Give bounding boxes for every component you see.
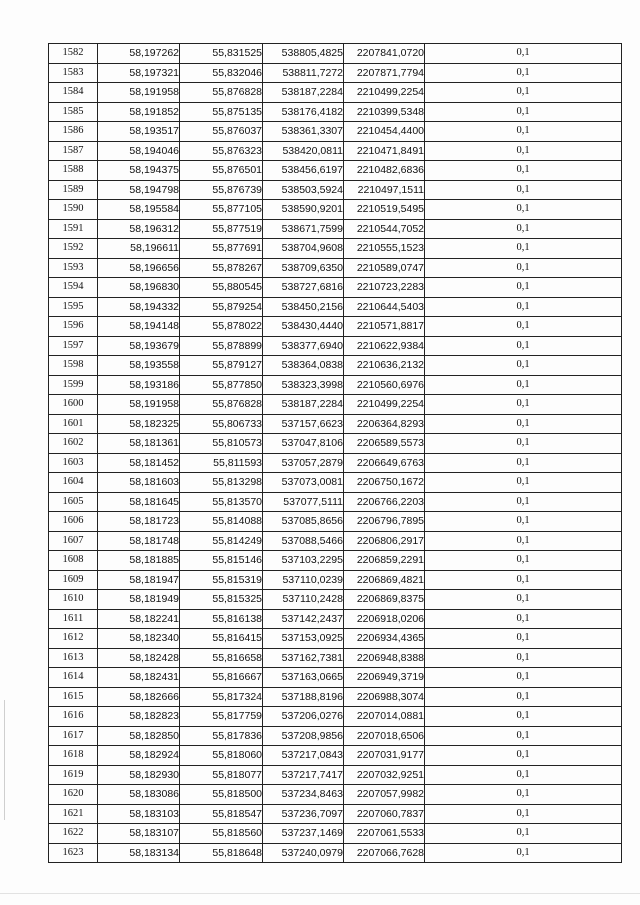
point-number-cell: 1618 <box>49 746 98 766</box>
x-coordinate-cell: 538430,4440 <box>263 317 344 337</box>
y-coordinate-cell: 2207018,6506 <box>344 726 425 746</box>
longitude-cell: 55,877105 <box>180 200 263 220</box>
latitude-cell: 58,196830 <box>98 278 180 298</box>
table-row <box>49 785 622 805</box>
y-coordinate-cell: 2210723,2283 <box>344 278 425 298</box>
table-row <box>49 824 622 844</box>
table-row <box>49 492 622 512</box>
longitude-cell: 55,878022 <box>180 317 263 337</box>
x-coordinate-cell: 537240,0979 <box>263 843 344 863</box>
y-coordinate-cell: 2206649,6763 <box>344 453 425 473</box>
point-number-cell: 1599 <box>49 375 98 395</box>
point-number-cell: 1605 <box>49 492 98 512</box>
table-row <box>49 219 622 239</box>
latitude-cell: 58,181361 <box>98 434 180 454</box>
y-coordinate-cell: 2207060,7837 <box>344 804 425 824</box>
y-coordinate-cell: 2206806,2917 <box>344 531 425 551</box>
value-cell: 0,1 <box>425 668 622 688</box>
x-coordinate-cell: 538450,2156 <box>263 297 344 317</box>
longitude-cell: 55,831525 <box>180 44 263 64</box>
value-cell: 0,1 <box>425 746 622 766</box>
x-coordinate-cell: 538361,3307 <box>263 122 344 142</box>
value-cell: 0,1 <box>425 356 622 376</box>
x-coordinate-cell: 538727,6816 <box>263 278 344 298</box>
y-coordinate-cell: 2206589,5573 <box>344 434 425 454</box>
latitude-cell: 58,196656 <box>98 258 180 278</box>
table-row <box>49 551 622 571</box>
x-coordinate-cell: 537217,0843 <box>263 746 344 766</box>
latitude-cell: 58,181723 <box>98 512 180 532</box>
longitude-cell: 55,877691 <box>180 239 263 259</box>
point-number-cell: 1597 <box>49 336 98 356</box>
x-coordinate-cell: 537110,0239 <box>263 570 344 590</box>
latitude-cell: 58,194148 <box>98 317 180 337</box>
table-row <box>49 141 622 161</box>
value-cell: 0,1 <box>425 122 622 142</box>
table-row <box>49 590 622 610</box>
latitude-cell: 58,194332 <box>98 297 180 317</box>
y-coordinate-cell: 2206750,1672 <box>344 473 425 493</box>
longitude-cell: 55,877850 <box>180 375 263 395</box>
x-coordinate-cell: 538187,2284 <box>263 83 344 103</box>
y-coordinate-cell: 2210497,1511 <box>344 180 425 200</box>
value-cell: 0,1 <box>425 726 622 746</box>
point-number-cell: 1614 <box>49 668 98 688</box>
point-number-cell: 1622 <box>49 824 98 844</box>
longitude-cell: 55,817836 <box>180 726 263 746</box>
value-cell: 0,1 <box>425 843 622 863</box>
value-cell: 0,1 <box>425 141 622 161</box>
x-coordinate-cell: 538503,5924 <box>263 180 344 200</box>
table-row <box>49 609 622 629</box>
latitude-cell: 58,197321 <box>98 63 180 83</box>
table-row <box>49 161 622 181</box>
table-row <box>49 746 622 766</box>
table-row <box>49 453 622 473</box>
table-row <box>49 356 622 376</box>
longitude-cell: 55,876828 <box>180 395 263 415</box>
value-cell: 0,1 <box>425 278 622 298</box>
y-coordinate-cell: 2210519,5495 <box>344 200 425 220</box>
x-coordinate-cell: 538420,0811 <box>263 141 344 161</box>
point-number-cell: 1589 <box>49 180 98 200</box>
point-number-cell: 1617 <box>49 726 98 746</box>
x-coordinate-cell: 537163,0665 <box>263 668 344 688</box>
x-coordinate-cell: 537162,7381 <box>263 648 344 668</box>
y-coordinate-cell: 2210499,2254 <box>344 395 425 415</box>
point-number-cell: 1586 <box>49 122 98 142</box>
table-row <box>49 317 622 337</box>
latitude-cell: 58,182823 <box>98 707 180 727</box>
latitude-cell: 58,194798 <box>98 180 180 200</box>
longitude-cell: 55,876739 <box>180 180 263 200</box>
y-coordinate-cell: 2210622,9384 <box>344 336 425 356</box>
longitude-cell: 55,879127 <box>180 356 263 376</box>
longitude-cell: 55,832046 <box>180 63 263 83</box>
latitude-cell: 58,182325 <box>98 414 180 434</box>
value-cell: 0,1 <box>425 83 622 103</box>
point-number-cell: 1585 <box>49 102 98 122</box>
y-coordinate-cell: 2206796,7895 <box>344 512 425 532</box>
x-coordinate-cell: 537217,7417 <box>263 765 344 785</box>
x-coordinate-cell: 538456,6197 <box>263 161 344 181</box>
point-number-cell: 1610 <box>49 590 98 610</box>
value-cell: 0,1 <box>425 219 622 239</box>
table-row <box>49 102 622 122</box>
scan-edge-mark <box>4 700 5 820</box>
y-coordinate-cell: 2206918,0206 <box>344 609 425 629</box>
point-number-cell: 1595 <box>49 297 98 317</box>
x-coordinate-cell: 537206,0276 <box>263 707 344 727</box>
value-cell: 0,1 <box>425 551 622 571</box>
y-coordinate-cell: 2210499,2254 <box>344 83 425 103</box>
table-row <box>49 122 622 142</box>
latitude-cell: 58,181885 <box>98 551 180 571</box>
x-coordinate-cell: 537088,5466 <box>263 531 344 551</box>
table-row <box>49 44 622 64</box>
latitude-cell: 58,182431 <box>98 668 180 688</box>
table-row <box>49 200 622 220</box>
x-coordinate-cell: 538176,4182 <box>263 102 344 122</box>
latitude-cell: 58,182241 <box>98 609 180 629</box>
point-number-cell: 1615 <box>49 687 98 707</box>
latitude-cell: 58,193679 <box>98 336 180 356</box>
y-coordinate-cell: 2207841,0720 <box>344 44 425 64</box>
value-cell: 0,1 <box>425 434 622 454</box>
longitude-cell: 55,876828 <box>180 83 263 103</box>
point-number-cell: 1607 <box>49 531 98 551</box>
x-coordinate-cell: 538671,7599 <box>263 219 344 239</box>
y-coordinate-cell: 2207031,9177 <box>344 746 425 766</box>
point-number-cell: 1587 <box>49 141 98 161</box>
table-row <box>49 707 622 727</box>
longitude-cell: 55,817759 <box>180 707 263 727</box>
y-coordinate-cell: 2207014,0881 <box>344 707 425 727</box>
value-cell: 0,1 <box>425 804 622 824</box>
y-coordinate-cell: 2210454,4400 <box>344 122 425 142</box>
point-number-cell: 1591 <box>49 219 98 239</box>
longitude-cell: 55,818077 <box>180 765 263 785</box>
point-number-cell: 1601 <box>49 414 98 434</box>
y-coordinate-cell: 2207061,5533 <box>344 824 425 844</box>
latitude-cell: 58,194375 <box>98 161 180 181</box>
latitude-cell: 58,181748 <box>98 531 180 551</box>
longitude-cell: 55,806733 <box>180 414 263 434</box>
point-number-cell: 1621 <box>49 804 98 824</box>
x-coordinate-cell: 538811,7272 <box>263 63 344 83</box>
latitude-cell: 58,181947 <box>98 570 180 590</box>
value-cell: 0,1 <box>425 492 622 512</box>
point-number-cell: 1602 <box>49 434 98 454</box>
value-cell: 0,1 <box>425 239 622 259</box>
value-cell: 0,1 <box>425 453 622 473</box>
x-coordinate-cell: 538323,3998 <box>263 375 344 395</box>
latitude-cell: 58,191958 <box>98 83 180 103</box>
latitude-cell: 58,193517 <box>98 122 180 142</box>
y-coordinate-cell: 2210544,7052 <box>344 219 425 239</box>
y-coordinate-cell: 2210482,6836 <box>344 161 425 181</box>
table-row <box>49 63 622 83</box>
longitude-cell: 55,813570 <box>180 492 263 512</box>
value-cell: 0,1 <box>425 258 622 278</box>
longitude-cell: 55,816667 <box>180 668 263 688</box>
latitude-cell: 58,193186 <box>98 375 180 395</box>
table-row <box>49 375 622 395</box>
point-number-cell: 1598 <box>49 356 98 376</box>
table-row <box>49 414 622 434</box>
longitude-cell: 55,875135 <box>180 102 263 122</box>
longitude-cell: 55,878267 <box>180 258 263 278</box>
latitude-cell: 58,183107 <box>98 824 180 844</box>
point-number-cell: 1583 <box>49 63 98 83</box>
y-coordinate-cell: 2210589,0747 <box>344 258 425 278</box>
value-cell: 0,1 <box>425 63 622 83</box>
x-coordinate-cell: 537103,2295 <box>263 551 344 571</box>
table-row <box>49 687 622 707</box>
table-row <box>49 512 622 532</box>
point-number-cell: 1596 <box>49 317 98 337</box>
value-cell: 0,1 <box>425 102 622 122</box>
value-cell: 0,1 <box>425 785 622 805</box>
y-coordinate-cell: 2206934,4365 <box>344 629 425 649</box>
y-coordinate-cell: 2210636,2132 <box>344 356 425 376</box>
longitude-cell: 55,879254 <box>180 297 263 317</box>
y-coordinate-cell: 2207871,7794 <box>344 63 425 83</box>
longitude-cell: 55,818560 <box>180 824 263 844</box>
table-row <box>49 180 622 200</box>
value-cell: 0,1 <box>425 44 622 64</box>
point-number-cell: 1604 <box>49 473 98 493</box>
y-coordinate-cell: 2210471,8491 <box>344 141 425 161</box>
longitude-cell: 55,813298 <box>180 473 263 493</box>
x-coordinate-cell: 537188,8196 <box>263 687 344 707</box>
value-cell: 0,1 <box>425 200 622 220</box>
value-cell: 0,1 <box>425 687 622 707</box>
y-coordinate-cell: 2210555,1523 <box>344 239 425 259</box>
value-cell: 0,1 <box>425 180 622 200</box>
longitude-cell: 55,878899 <box>180 336 263 356</box>
latitude-cell: 58,195584 <box>98 200 180 220</box>
table-row <box>49 648 622 668</box>
value-cell: 0,1 <box>425 824 622 844</box>
point-number-cell: 1603 <box>49 453 98 473</box>
latitude-cell: 58,181645 <box>98 492 180 512</box>
value-cell: 0,1 <box>425 629 622 649</box>
value-cell: 0,1 <box>425 375 622 395</box>
point-number-cell: 1590 <box>49 200 98 220</box>
value-cell: 0,1 <box>425 473 622 493</box>
point-number-cell: 1593 <box>49 258 98 278</box>
coordinates-table <box>48 43 622 863</box>
latitude-cell: 58,182340 <box>98 629 180 649</box>
value-cell: 0,1 <box>425 414 622 434</box>
y-coordinate-cell: 2210560,6976 <box>344 375 425 395</box>
x-coordinate-cell: 538377,6940 <box>263 336 344 356</box>
point-number-cell: 1611 <box>49 609 98 629</box>
latitude-cell: 58,181452 <box>98 453 180 473</box>
table-row <box>49 83 622 103</box>
latitude-cell: 58,183103 <box>98 804 180 824</box>
table-row <box>49 531 622 551</box>
latitude-cell: 58,196611 <box>98 239 180 259</box>
longitude-cell: 55,816138 <box>180 609 263 629</box>
value-cell: 0,1 <box>425 297 622 317</box>
y-coordinate-cell: 2207032,9251 <box>344 765 425 785</box>
y-coordinate-cell: 2206949,3719 <box>344 668 425 688</box>
point-number-cell: 1612 <box>49 629 98 649</box>
latitude-cell: 58,191958 <box>98 395 180 415</box>
point-number-cell: 1592 <box>49 239 98 259</box>
value-cell: 0,1 <box>425 317 622 337</box>
table-row <box>49 336 622 356</box>
table-row <box>49 395 622 415</box>
value-cell: 0,1 <box>425 512 622 532</box>
longitude-cell: 55,815319 <box>180 570 263 590</box>
value-cell: 0,1 <box>425 161 622 181</box>
latitude-cell: 58,196312 <box>98 219 180 239</box>
table-row <box>49 434 622 454</box>
latitude-cell: 58,181949 <box>98 590 180 610</box>
longitude-cell: 55,876323 <box>180 141 263 161</box>
latitude-cell: 58,194046 <box>98 141 180 161</box>
table-row <box>49 278 622 298</box>
point-number-cell: 1588 <box>49 161 98 181</box>
table-row <box>49 570 622 590</box>
x-coordinate-cell: 538709,6350 <box>263 258 344 278</box>
latitude-cell: 58,183086 <box>98 785 180 805</box>
longitude-cell: 55,876501 <box>180 161 263 181</box>
table-row <box>49 629 622 649</box>
point-number-cell: 1600 <box>49 395 98 415</box>
x-coordinate-cell: 537077,5111 <box>263 492 344 512</box>
x-coordinate-cell: 538364,0838 <box>263 356 344 376</box>
x-coordinate-cell: 538590,9201 <box>263 200 344 220</box>
latitude-cell: 58,193558 <box>98 356 180 376</box>
point-number-cell: 1616 <box>49 707 98 727</box>
x-coordinate-cell: 538187,2284 <box>263 395 344 415</box>
longitude-cell: 55,818500 <box>180 785 263 805</box>
point-number-cell: 1582 <box>49 44 98 64</box>
x-coordinate-cell: 537073,0081 <box>263 473 344 493</box>
longitude-cell: 55,810573 <box>180 434 263 454</box>
point-number-cell: 1609 <box>49 570 98 590</box>
value-cell: 0,1 <box>425 590 622 610</box>
point-number-cell: 1619 <box>49 765 98 785</box>
value-cell: 0,1 <box>425 531 622 551</box>
x-coordinate-cell: 537237,1469 <box>263 824 344 844</box>
latitude-cell: 58,182924 <box>98 746 180 766</box>
y-coordinate-cell: 2210644,5403 <box>344 297 425 317</box>
value-cell: 0,1 <box>425 336 622 356</box>
longitude-cell: 55,815325 <box>180 590 263 610</box>
point-number-cell: 1594 <box>49 278 98 298</box>
longitude-cell: 55,814249 <box>180 531 263 551</box>
longitude-cell: 55,811593 <box>180 453 263 473</box>
y-coordinate-cell: 2207066,7628 <box>344 843 425 863</box>
longitude-cell: 55,815146 <box>180 551 263 571</box>
y-coordinate-cell: 2206859,2291 <box>344 551 425 571</box>
x-coordinate-cell: 538805,4825 <box>263 44 344 64</box>
x-coordinate-cell: 537236,7097 <box>263 804 344 824</box>
latitude-cell: 58,182930 <box>98 765 180 785</box>
coordinates-table-body <box>49 44 622 863</box>
longitude-cell: 55,816415 <box>180 629 263 649</box>
x-coordinate-cell: 537208,9856 <box>263 726 344 746</box>
x-coordinate-cell: 537157,6623 <box>263 414 344 434</box>
y-coordinate-cell: 2206364,8293 <box>344 414 425 434</box>
y-coordinate-cell: 2206766,2203 <box>344 492 425 512</box>
longitude-cell: 55,880545 <box>180 278 263 298</box>
value-cell: 0,1 <box>425 707 622 727</box>
latitude-cell: 58,197262 <box>98 44 180 64</box>
longitude-cell: 55,814088 <box>180 512 263 532</box>
x-coordinate-cell: 538704,9608 <box>263 239 344 259</box>
x-coordinate-cell: 537142,2437 <box>263 609 344 629</box>
table-row <box>49 473 622 493</box>
y-coordinate-cell: 2206988,3074 <box>344 687 425 707</box>
value-cell: 0,1 <box>425 570 622 590</box>
x-coordinate-cell: 537047,8106 <box>263 434 344 454</box>
latitude-cell: 58,181603 <box>98 473 180 493</box>
table-row <box>49 765 622 785</box>
point-number-cell: 1623 <box>49 843 98 863</box>
table-row <box>49 258 622 278</box>
point-number-cell: 1606 <box>49 512 98 532</box>
longitude-cell: 55,818648 <box>180 843 263 863</box>
latitude-cell: 58,182850 <box>98 726 180 746</box>
longitude-cell: 55,877519 <box>180 219 263 239</box>
table-row <box>49 843 622 863</box>
x-coordinate-cell: 537234,8463 <box>263 785 344 805</box>
value-cell: 0,1 <box>425 648 622 668</box>
point-number-cell: 1584 <box>49 83 98 103</box>
value-cell: 0,1 <box>425 395 622 415</box>
longitude-cell: 55,876037 <box>180 122 263 142</box>
longitude-cell: 55,816658 <box>180 648 263 668</box>
point-number-cell: 1613 <box>49 648 98 668</box>
x-coordinate-cell: 537153,0925 <box>263 629 344 649</box>
latitude-cell: 58,182666 <box>98 687 180 707</box>
y-coordinate-cell: 2207057,9982 <box>344 785 425 805</box>
x-coordinate-cell: 537085,8656 <box>263 512 344 532</box>
longitude-cell: 55,818060 <box>180 746 263 766</box>
x-coordinate-cell: 537110,2428 <box>263 590 344 610</box>
table-row <box>49 726 622 746</box>
table-row <box>49 297 622 317</box>
longitude-cell: 55,817324 <box>180 687 263 707</box>
point-number-cell: 1608 <box>49 551 98 571</box>
point-number-cell: 1620 <box>49 785 98 805</box>
y-coordinate-cell: 2206948,8388 <box>344 648 425 668</box>
value-cell: 0,1 <box>425 609 622 629</box>
y-coordinate-cell: 2210399,5348 <box>344 102 425 122</box>
value-cell: 0,1 <box>425 765 622 785</box>
table-row <box>49 804 622 824</box>
y-coordinate-cell: 2206869,8375 <box>344 590 425 610</box>
page-bottom-edge <box>0 893 640 894</box>
longitude-cell: 55,818547 <box>180 804 263 824</box>
table-row <box>49 239 622 259</box>
y-coordinate-cell: 2210571,8817 <box>344 317 425 337</box>
y-coordinate-cell: 2206869,4821 <box>344 570 425 590</box>
latitude-cell: 58,183134 <box>98 843 180 863</box>
latitude-cell: 58,191852 <box>98 102 180 122</box>
table-row <box>49 668 622 688</box>
x-coordinate-cell: 537057,2879 <box>263 453 344 473</box>
latitude-cell: 58,182428 <box>98 648 180 668</box>
